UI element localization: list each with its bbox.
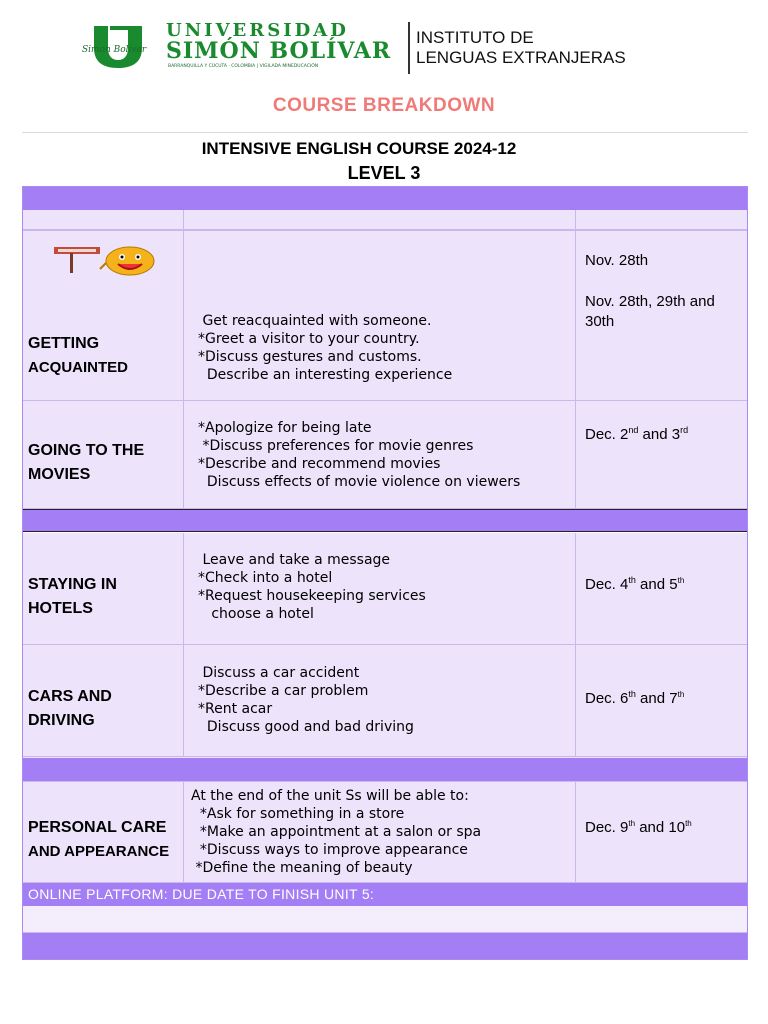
topic-label: PERSONAL CARE bbox=[28, 819, 167, 836]
header-divider bbox=[408, 22, 410, 74]
course-title: INTENSIVE ENGLISH COURSE 2024-12 bbox=[201, 139, 517, 158]
goals-text: Leave and take a message *Check into a hotel *Request housekeeping services choose a hotel bbox=[198, 552, 426, 622]
table-separator-band bbox=[22, 509, 748, 532]
topic-label: STAYING IN bbox=[28, 576, 117, 593]
table-separator-band bbox=[22, 758, 748, 781]
university-name-line2: SIMÓN BOLÍVAR bbox=[166, 38, 392, 64]
topic-label: HOTELS bbox=[28, 600, 93, 617]
table-footer-band bbox=[22, 933, 748, 960]
goals-text: Discuss a car accident *Describe a car problem *Rent acar Discuss good and bad driving bbox=[198, 665, 414, 735]
institute-name-line1: INSTITUTO DE bbox=[416, 28, 534, 47]
online-platform-banner: ONLINE PLATFORM: DUE DATE TO FINISH UNIT 5: bbox=[22, 883, 748, 906]
topic-label: GETTING bbox=[28, 335, 100, 352]
university-name-line1: UNIVERSIDAD bbox=[166, 20, 349, 41]
table-row-cars-and-driving bbox=[22, 645, 748, 757]
topic-label: AND APPEARANCE bbox=[28, 843, 170, 860]
table-row-intro bbox=[22, 230, 748, 293]
date-text: Dec. 6th and 7th bbox=[585, 689, 685, 707]
section-title: COURSE BREAKDOWN bbox=[272, 95, 496, 116]
date-text: Nov. 28th, 29th and bbox=[585, 293, 715, 310]
goals-text: Get reacquainted with someone. *Greet a visitor to your country. *Discuss gestures and customs. Describe an interesting experience bbox=[198, 313, 453, 383]
table-row-personal-care bbox=[22, 782, 748, 883]
table-row-empty bbox=[22, 906, 748, 933]
table-header-band bbox=[22, 186, 748, 210]
table-row-staying-in-hotels bbox=[22, 533, 748, 645]
topic-label: ACQUAINTED bbox=[28, 359, 128, 376]
date-text: 30th bbox=[585, 313, 615, 330]
table-row-going-to-the-movies bbox=[22, 401, 748, 509]
table-row-empty bbox=[22, 210, 748, 230]
smiley-sign-icon bbox=[48, 243, 158, 277]
date-text: Dec. 2nd and 3rd bbox=[585, 425, 689, 443]
goals-text: At the end of the unit Ss will be able to: *Ask for something in a store *Make an appointment at a salon or spa *Discuss ways to improve appearance *Define the meaning of beauty bbox=[191, 788, 482, 876]
institute-name-line2: LENGUAS EXTRANJERAS bbox=[416, 48, 626, 67]
svg-text:Simon Bolivar: Simon Bolivar bbox=[82, 45, 147, 55]
date-text: Dec. 9th and 10th bbox=[585, 819, 692, 836]
topic-label: CARS AND bbox=[28, 688, 112, 705]
goals-text: *Apologize for being late *Discuss preferences for movie genres *Describe and recommend movies Discuss effects of movie violence on viewers bbox=[198, 420, 521, 490]
table-row-getting-acquainted bbox=[22, 292, 748, 401]
date-intro: Nov. 28th bbox=[585, 252, 649, 269]
topic-label: MOVIES bbox=[28, 466, 91, 483]
topic-label: DRIVING bbox=[28, 712, 95, 729]
header bbox=[80, 18, 680, 78]
divider bbox=[22, 132, 748, 133]
topic-label: GOING TO THE bbox=[28, 442, 145, 459]
level-title: LEVEL 3 bbox=[347, 163, 421, 183]
university-logo-icon bbox=[80, 22, 160, 70]
date-text: Dec. 4th and 5th bbox=[585, 575, 685, 593]
university-subtitle: BARRANQUILLA Y CÚCUTA · COLOMBIA | VIGILADA MINEDUCACIÓN bbox=[168, 64, 319, 69]
